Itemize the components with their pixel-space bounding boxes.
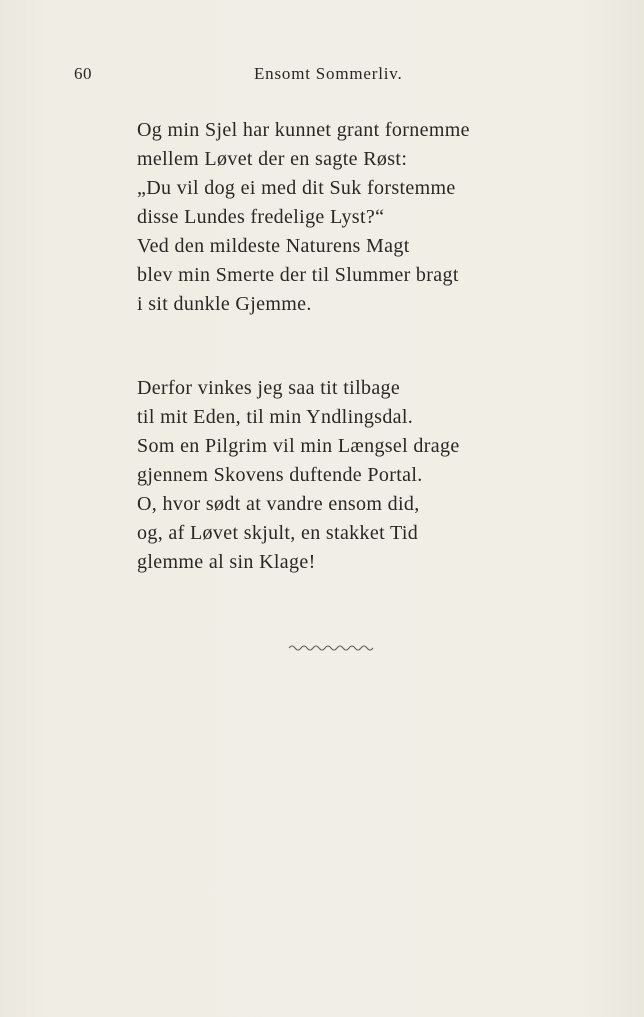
poem-line: Derfor vinkes jeg saa tit tilbage	[137, 377, 401, 399]
running-title: Ensomt Sommerliv.	[254, 64, 403, 83]
page-number: 60	[74, 64, 92, 83]
poem-line: disse Lundes fredelige Lyst?“	[137, 206, 385, 228]
poem-line: mellem Løvet der en sagte Røst:	[137, 148, 408, 170]
wavy-line-ornament-icon	[288, 641, 374, 655]
stanza-2	[137, 374, 557, 577]
poem-line: glemme al sin Klage!	[137, 551, 316, 573]
poem-line: gjennem Skovens duftende Portal.	[137, 464, 423, 486]
poem-line: O, hvor sødt at vandre ensom did,	[137, 493, 420, 515]
poem-line: i sit dunkle Gjemme.	[137, 293, 312, 315]
poem-line: Ved den mildeste Naturens Magt	[137, 235, 410, 257]
poem-line: og, af Løvet skjult, en stakket Tid	[137, 522, 419, 544]
poem-line: Og min Sjel har kunnet grant fornemme	[137, 119, 470, 141]
page-header	[74, 64, 414, 88]
stanza-1	[137, 116, 557, 319]
poem-line: „Du vil dog ei med dit Suk forstemme	[137, 177, 456, 199]
poem-line: til mit Eden, til min Yndlingsdal.	[137, 406, 414, 428]
poem-line: blev min Smerte der til Slummer bragt	[137, 264, 459, 286]
poem-line: Som en Pilgrim vil min Længsel drage	[137, 435, 460, 457]
